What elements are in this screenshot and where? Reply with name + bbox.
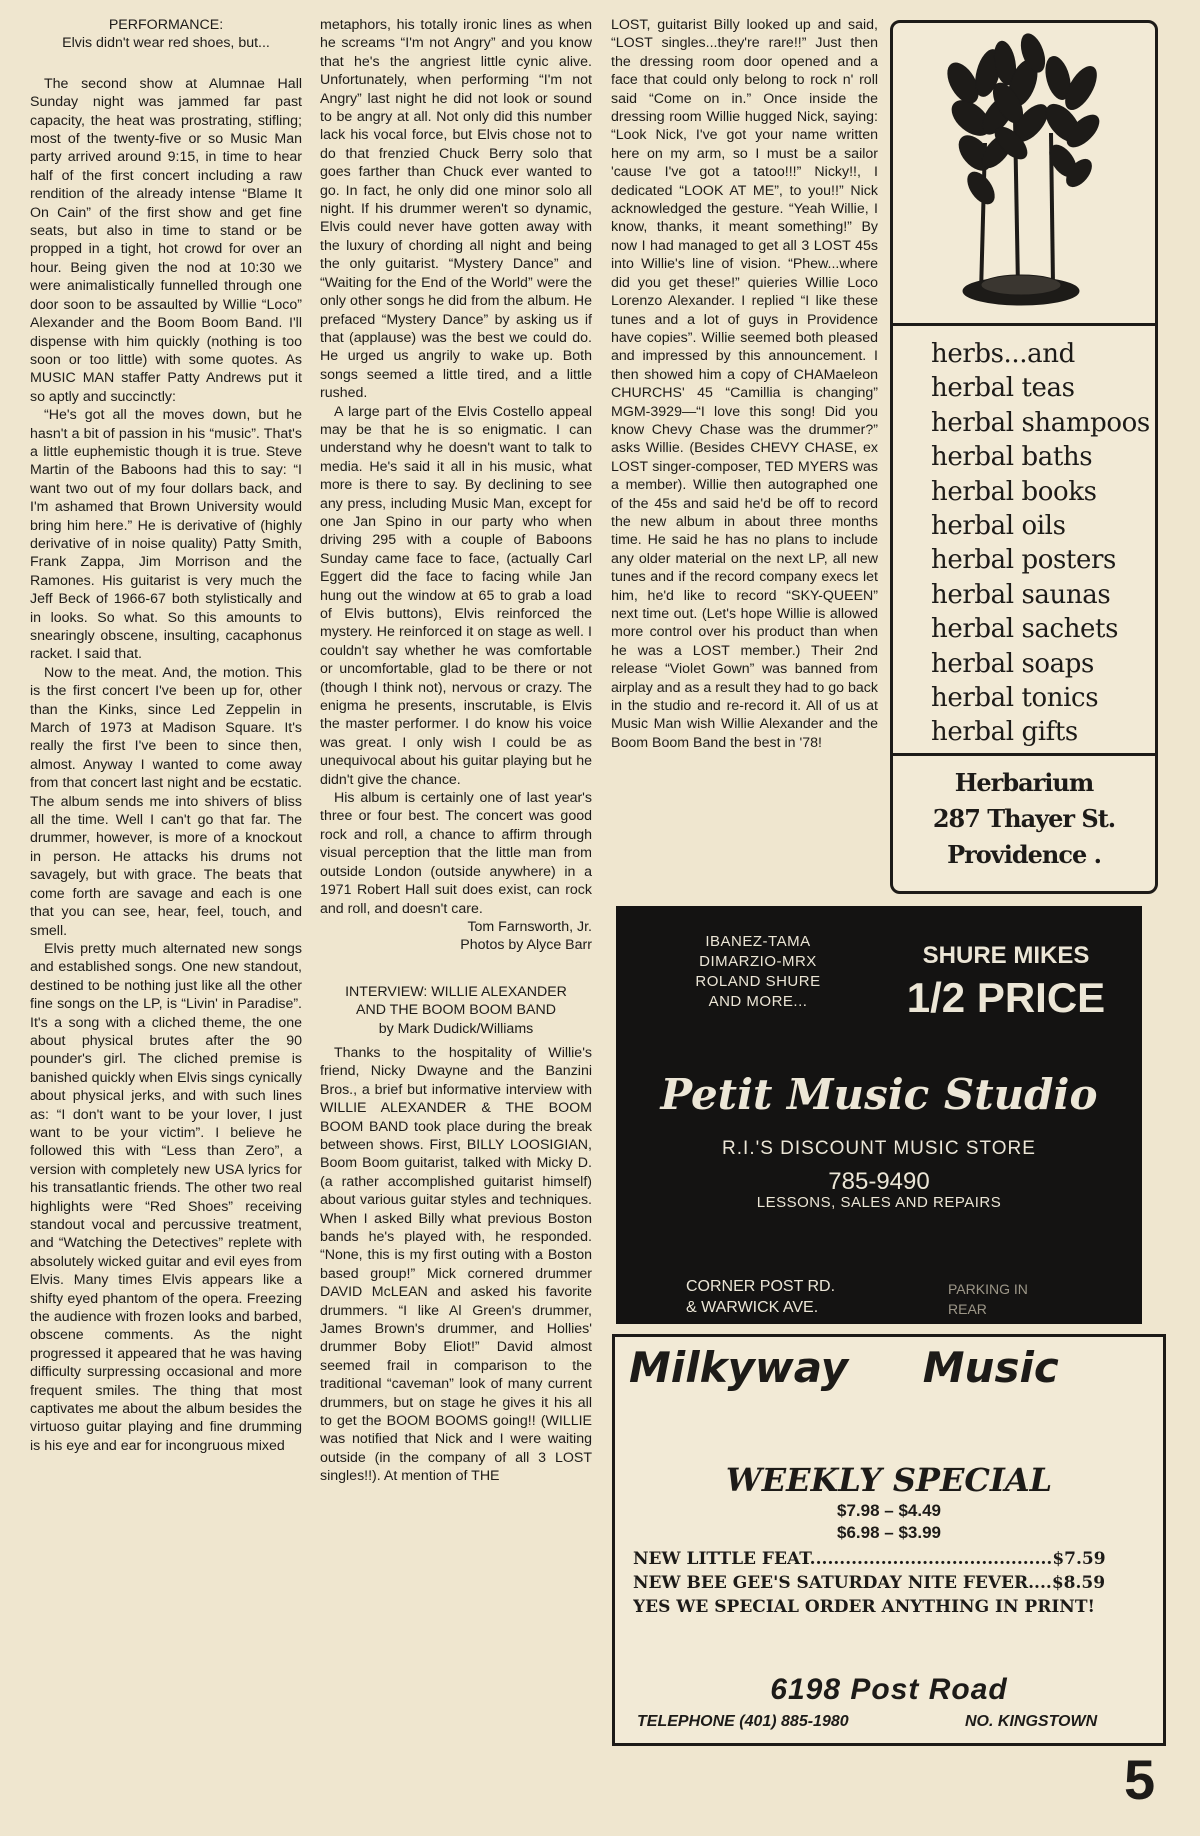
store-name: Petit Music Studio bbox=[660, 1070, 1098, 1119]
list-item: herbal saunas bbox=[931, 579, 1111, 610]
herbarium-address bbox=[893, 765, 1155, 873]
parking-note bbox=[948, 1279, 1088, 1319]
list-item: herbal baths bbox=[931, 442, 1093, 473]
author-byline: Tom Farnsworth, Jr. bbox=[467, 918, 592, 935]
paragraph: LOST, guitarist Billy looked up and said, “LOST singles...they're rare!!” Just then the dressing room door opened and a face that could only belong to rock n' roll said “Come on in.” Once inside the dressing room Willie hugged Nick, saying: “Look Nick, I've got your name written here on my arm, so I must be a sailor 'cause I've got a tatoo!!!” Nicky!!, I dedicated “LOOK AT ME”, to you!!” Nick acknowledged the gesture. “Yeah Willie, I know, thanks, it meant something!” By now I had managed to get all 3 LOST 45s into Willie's line of vision. “Phew...where did you get these!” quieries Willie Loco Lorenzo Alexander. I replied “I like these tunes and a lot of guys in Providence have copies”. Willie seemed both pleased and impressed by this announcement. I then showed him a copy of CHAMaeleon CHURCHS' 45 “Camillia is changing” MGM-3929—“I love this song! Did you know Chevy Chase was the drummer?” asks Willie. (Besides CHEVY CHASE, ex LOST singer-composer, TED MYERS was a member). Willie then autographed one of the 45s and said he'd be off to record the new album in about three months time. He said he has no plans to include any older material on the next LP, all new tunes and if the record company execs let him, he'd like to record “SKY-QUEEN” next time out. (Let's hope Willie is allowed more control over his product than when he was a LOST member.) Their 2nd release “Violet Gown” was banned from airplay and as a result they had to go back in the studio and re-record it. All of us at Music Man wish Willie Alexander and the Boom Boom Band the best in '78! bbox=[611, 17, 878, 751]
store-name: Milkyway Music bbox=[629, 1343, 1059, 1392]
article-column-3 bbox=[611, 16, 878, 752]
list-item: herbal gifts bbox=[931, 717, 1078, 748]
store-name: Herbarium bbox=[954, 768, 1094, 797]
paragraph: “He's got all the moves down, but he hasn't a bit of passion in his “music”. That's a little euphemistic though it is true. Steve Martin of the Baboons had this to say: “I want two out of my four dollars back, and I'm ashamed that Brown University would bring him here.” He is derivative of (highly derivative of in noise quality) Patty Smith, Frank Zappa, Jim Morrison and the Ramones. His guitarist is very much the Jeff Beck of 1966-67 both stylistically and in looks. So what. So this amounts to snearingly obscene, insulting, cacaphonus racket. I said that. bbox=[30, 407, 302, 663]
parking-line: PARKING IN bbox=[948, 1281, 1028, 1297]
article-subheading: Elvis didn't wear red shoes, but... bbox=[62, 35, 270, 52]
brand-line: IBANEZ-TAMA bbox=[705, 933, 811, 950]
store-location bbox=[686, 1276, 926, 1318]
promo-price: 1/2 PRICE bbox=[906, 974, 1106, 1021]
phone-number: 785-9490 bbox=[828, 1168, 930, 1195]
performance-heading-block bbox=[30, 16, 302, 53]
article-column-2 bbox=[320, 16, 592, 1486]
paragraph: His album is certainly one of last year's three or four best. The concert was good rock and roll, a chance to affirm through visual perception that the little man from outside London (outside anywhere) in a 1971 Robert Hall suit does exist, can rock and roll, and doesn't care. bbox=[320, 790, 592, 917]
interview-byline: by Mark Dudick/Williams bbox=[378, 1020, 534, 1037]
list-item: herbs...and bbox=[931, 339, 1075, 369]
telephone: TELEPHONE (401) 885-1980 bbox=[637, 1713, 849, 1730]
list-item: herbal shampoos bbox=[931, 407, 1150, 438]
paragraph: Elvis pretty much alternated new songs and established songs. One new standout, destined to be nothing just like all the other fine songs on the LP, is “Livin' in Paradise”. It's a song with a cliched theme, the one about physical brutes after the 90 pounder's girl. The cliched premise is banished quickly when Elvis sings cynically about physical jerks, and with such lines as: “I don't want to be your lover, I just want to be your victim”. I believe he followed this with “Less than Zero”, a version with completely new USA lyrics for his transatlantic friends. The other two real highlights were “Red Shoes” receiving standout vocal and percussive treatment, and “Watching the Detectives” replete with absolutely wicked guitar and evil eyes from Elvis. Many times Elvis appears like a shifty eyed phantom of the opera. Freezing the audience with frozen looks and barbed, obscene comments. As the night progressed it appeared that he was having difficulty surpressing occasional and more frequent smiles. The thing that most captivates me about the album besides the virtuoso guitar playing and fine drumming is his eye and ear for incongruous mixed bbox=[30, 940, 302, 1454]
section-heading: PERFORMANCE: bbox=[108, 17, 224, 33]
street-address: 6198 Post Road bbox=[770, 1673, 1008, 1706]
paragraph: metaphors, his totally ironic lines as when he screams “I'm not Angry” and you know that he's the angriest little cynic alive. Unfortunately, when performing “I'm not Angry” last night he did not look or sound to be angry at all. Not only did this number lack his vocal force, but Elvis chose not to do that frenzied Chuck Berry solo that goes farther than Chuck ever wanted to go. In fact, he only did one minor solo all night. If his drummer weren't so dynamic, Elvis could never have gotten away with the luxury of chording all night and being the only guitarist. “Mystery Dance” and “Waiting for the End of the World” were the only other songs he did from the album. He prefaced “Mystery Dance” by asking us if that (applause) was the best we could do. He urged us angrily to wake up. Both songs seemed a little tired, and a little rushed. bbox=[320, 17, 592, 402]
location-line: & WARWICK AVE. bbox=[686, 1299, 819, 1316]
list-item: herbal teas bbox=[931, 373, 1075, 404]
offer-line: YES WE SPECIAL ORDER ANYTHING IN PRINT! bbox=[633, 1597, 1095, 1617]
list-item: herbal tonics bbox=[931, 683, 1099, 714]
petit-music-studio-ad bbox=[616, 906, 1142, 1324]
herbarium-ad bbox=[890, 20, 1158, 894]
divider bbox=[893, 753, 1155, 756]
interview-heading: INTERVIEW: WILLIE ALEXANDER bbox=[345, 983, 567, 1000]
brand-list bbox=[658, 932, 858, 1012]
brand-line: AND MORE... bbox=[708, 993, 808, 1010]
paragraph: Now to the meat. And, the motion. This is the first concert I've been up for, other than the Kinks, since Led Zeppelin in March of 1973 at Madison Square. It's really the first I've been to since then, almost. Anyway I wanted to come away from that concert last night and be ecstatic. The album sends me into shivers of bliss all the time. Well I can't go that far. The drummer, however, is more of a knockout in person. He attacks his drums not savagely, but with grace. The beats that come forth are savage and each is one that you can see, hear, feel, touch, and smell. bbox=[30, 664, 302, 939]
divider bbox=[893, 323, 1155, 326]
list-item: herbal posters bbox=[931, 545, 1116, 576]
city: Providence . bbox=[947, 840, 1101, 869]
offer-line: NEW LITTLE FEAT.........................................$7.59 bbox=[633, 1549, 1106, 1569]
list-item: herbal sachets bbox=[931, 614, 1119, 645]
herb-plants-illustration bbox=[893, 23, 1155, 325]
services-line: LESSONS, SALES AND REPAIRS bbox=[756, 1194, 1002, 1211]
parking-line: REAR bbox=[948, 1301, 987, 1317]
special-heading: WEEKLY SPECIAL bbox=[725, 1461, 1053, 1499]
price-line: $6.98 – $3.99 bbox=[837, 1523, 941, 1542]
offer-line: NEW BEE GEE'S SATURDAY NITE FEVER....$8.59 bbox=[633, 1573, 1106, 1593]
brand-line: DIMARZIO-MRX bbox=[699, 953, 817, 970]
page-number: 5 bbox=[1124, 1748, 1156, 1811]
paragraph: Thanks to the hospitality of Willie's friend, Nicky Dwayne and the Banzini Bros., a brief but informative interview with WILLIE ALEXANDER & THE BOOM BOOM BAND took place during the break between shows. First, BILLY LOOSIGIAN, Boom Boom guitarist, talked with Micky D. (a rather accomplished guitarist himself) about various guitar styles and techniques. When I asked Billy what previous Boston bands he's played with, he responded. “None, this is my first outing with a Boston based group!” Mick cornered drummer DAVID McLEAN and asked his favorite drummers. “I like Al Green's drummer, James Brown's drummer, and Hollies' drummer Boby Eliot!” David almost seemed frail in comparison to the traditional “caveman” look of many current drummers, but on stage he gives it his all to get the BOOM BOOMS going!! (WILLIE was notified that Nick and I were waiting outside (in the company of all 3 LOST singles!!). At mention of THE bbox=[320, 1044, 592, 1485]
list-item: herbal books bbox=[931, 476, 1097, 507]
photo-credit: Photos by Alyce Barr bbox=[460, 937, 592, 954]
article-column-1 bbox=[30, 16, 302, 1455]
paragraph: A large part of the Elvis Costello appeal may be that he is so enigmatic. I can understand why he doesn't want to talk to media. He's said it all in his music, what more is there to say. By declining to see any press, including Music Man, except for one Jan Spino in our party who when driving 295 with a couple of Baboons Sunday came face to face, (actually Carl Eggert did the face to facing while Jan hung out the window at 65 to grab a load of Elvis buttons), Elvis reinforced the mystery. He reinforced it on stage as well. I couldn't say whether he was comfortable or uncomfortable, glad to be there or not (though I think not), nervous or crazy. The enigma he presents, inscrutable, is Elvis the master performer. I do know his voice was great. I only wish I could be as unequivocal about his guitar playing but he didn't give the chance. bbox=[320, 403, 592, 788]
list-item: herbal oils bbox=[931, 511, 1066, 542]
store-tagline: R.I.'S DISCOUNT MUSIC STORE bbox=[722, 1138, 1036, 1159]
interview-heading-line-2: AND THE BOOM BOOM BAND bbox=[356, 1002, 556, 1019]
paragraph: The second show at Alumnae Hall Sunday night was jammed far past capacity, the heat was prostrating, stifling; most of the twenty-five or so Music Man party arrived around 9:15, in time to hear half of the first concert including a raw rendition of the already intense “Blame It On Cain” of the first show and get fine seats, but also in time to stand or be propped in a tight, hot crowd for over an hour. Being given the nod at 10:30 we were animalistically funnelled through one door soon to be assaulted by Willie “Loco” Alexander and the Boom Boom Band. I'll dispense with him quickly (nothing is too soon or too little) with some quotes. As MUSIC MAN staffer Patty Andrews put it so aptly and succinctly: bbox=[30, 75, 302, 405]
town: NO. KINGSTOWN bbox=[965, 1713, 1098, 1730]
herb-product-list bbox=[931, 337, 1151, 750]
location-line: CORNER POST RD. bbox=[686, 1278, 836, 1295]
street-address: 287 Thayer St. bbox=[932, 804, 1116, 833]
interview-heading-block bbox=[320, 983, 592, 1038]
promo-heading: SHURE MIKES bbox=[922, 942, 1090, 969]
price-line: $7.98 – $4.49 bbox=[837, 1501, 941, 1520]
list-item: herbal soaps bbox=[931, 648, 1094, 679]
milkyway-music-ad bbox=[612, 1334, 1166, 1746]
brand-line: ROLAND SHURE bbox=[695, 973, 821, 990]
